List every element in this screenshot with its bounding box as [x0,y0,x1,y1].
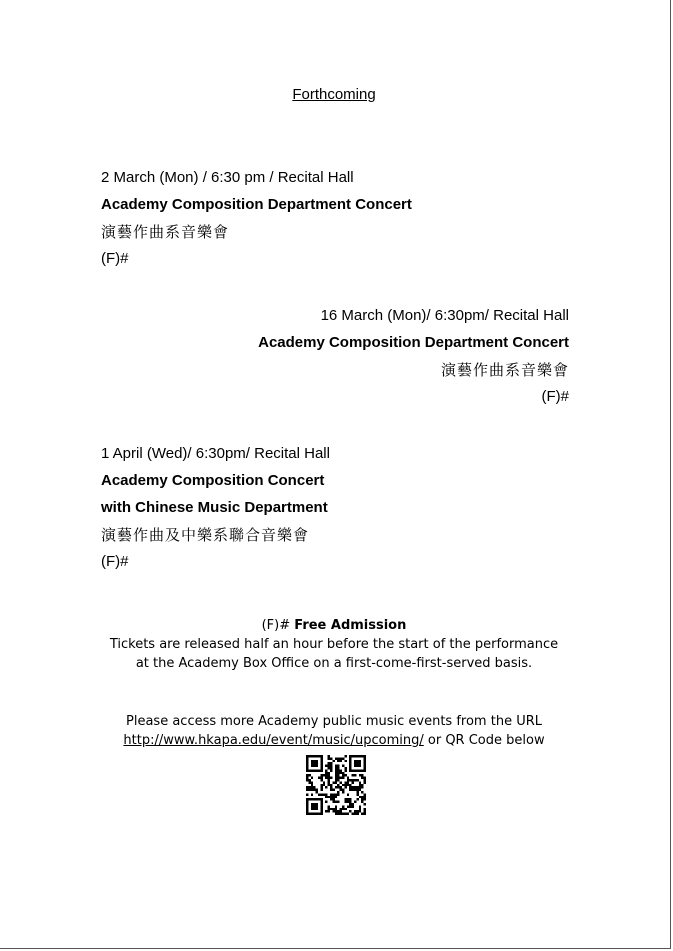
event-admission-code: (F)# [101,250,129,267]
event-datetime: 2 March (Mon) / 6:30 pm / Recital Hall [101,169,354,186]
free-admission-label: Free Admission [294,618,407,633]
event-title: Academy Composition Department Concert [101,196,412,213]
event-3 [101,443,330,578]
event-chinese-title: 演藝作曲及中樂系聯合音樂會 [101,526,310,544]
event-title: Academy Composition Department Concert [258,334,569,351]
qr-code-reference-text: or QR Code below [423,733,545,748]
event-admission-code: (F)# [101,553,129,570]
event-datetime: 1 April (Wed)/ 6:30pm/ Recital Hall [101,445,330,462]
page-heading: Forthcoming [292,86,376,103]
event-title-continued: with Chinese Music Department [101,499,328,516]
admission-code: (F)# [261,618,291,633]
event-chinese-title: 演藝作曲系音樂會 [440,361,569,379]
admission-notice-heading [0,616,668,635]
more-events-text: Please access more Academy public music events from the URL [126,714,542,729]
admission-notice-line-2: at the Academy Box Office on a first-come-first-served basis. [135,656,533,671]
more-events-notice [0,712,668,750]
event-2 [258,305,569,413]
events-url-link[interactable]: http://www.hkapa.edu/event/music/upcoming/ [123,733,424,748]
more-events-url-line [0,731,668,750]
event-admission-code: (F)# [541,388,569,405]
event-chinese-title: 演藝作曲系音樂會 [101,223,230,241]
qr-code-icon[interactable] [306,755,366,815]
admission-notice [0,616,668,673]
event-datetime: 16 March (Mon)/ 6:30pm/ Recital Hall [320,307,569,324]
event-1 [101,167,412,275]
event-title: Academy Composition Concert [101,472,325,489]
admission-notice-line-1: Tickets are released half an hour before the start of the performance [109,637,559,652]
